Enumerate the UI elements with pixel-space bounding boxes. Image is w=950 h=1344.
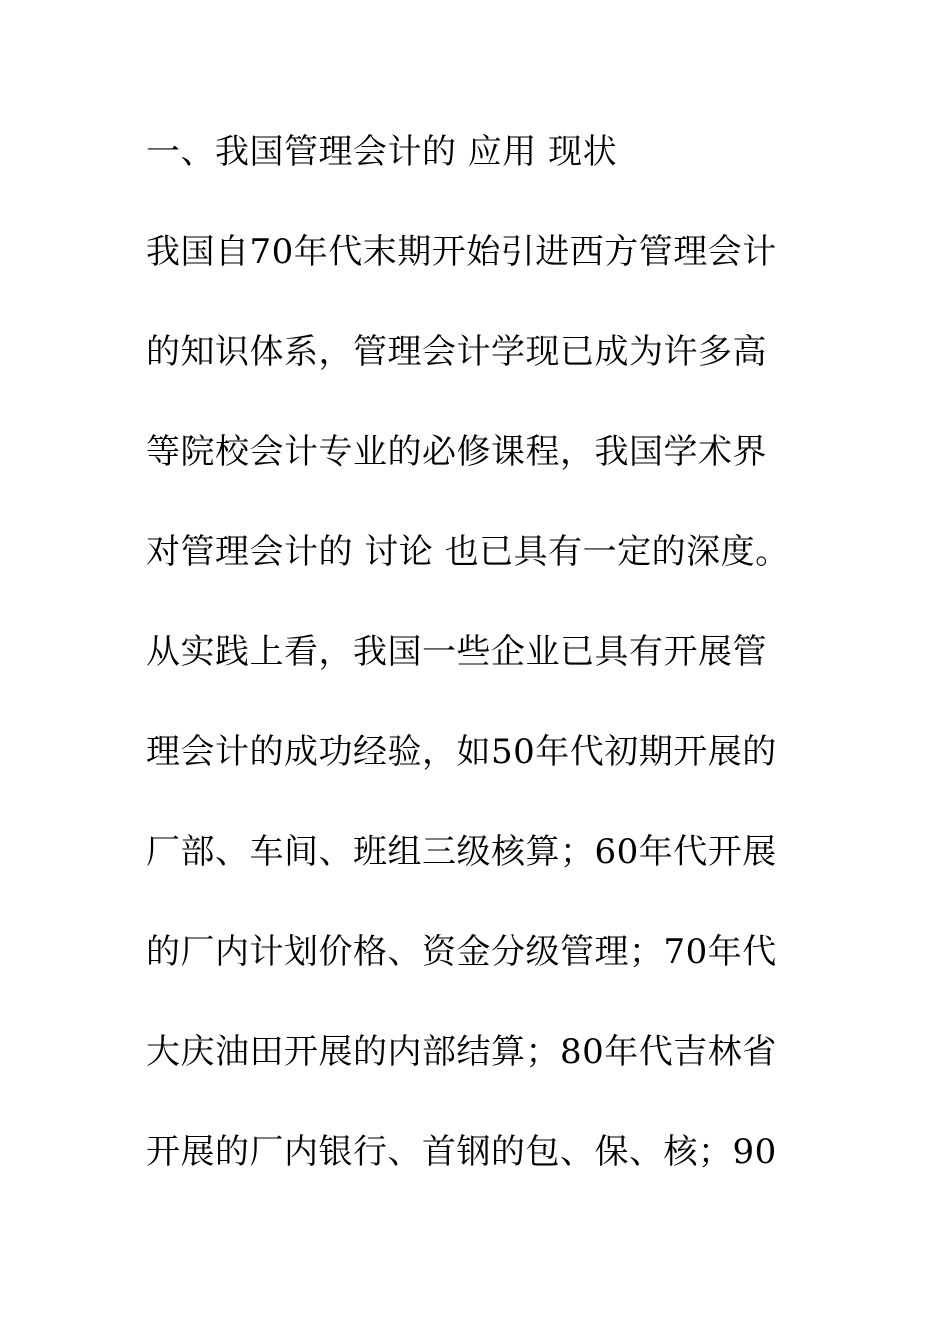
paragraph-line: 的知识体系，管理会计学现已成为许多高 — [146, 332, 767, 372]
paragraph-line: 等院校会计专业的必修课程，我国学术界 — [146, 432, 767, 472]
section-heading: 一、我国管理会计的 应用 现状 — [146, 132, 618, 172]
paragraph-line: 理会计的成功经验，如50年代初期开展的 — [146, 732, 777, 772]
paragraph-line: 我国自70年代末期开始引进西方管理会计 — [146, 232, 777, 272]
paragraph-line: 大庆油田开展的内部结算；80年代吉林省 — [146, 1032, 777, 1072]
paragraph-line: 对管理会计的 讨论 也已具有一定的深度。 — [146, 532, 790, 572]
paragraph-line: 厂部、车间、班组三级核算；60年代开展 — [146, 832, 777, 872]
paragraph-line: 开展的厂内银行、首钢的包、保、核；90 — [146, 1132, 777, 1172]
paragraph-line: 的厂内计划价格、资金分级管理；70年代 — [146, 932, 777, 972]
paragraph-line: 从实践上看，我国一些企业已具有开展管 — [146, 632, 767, 672]
